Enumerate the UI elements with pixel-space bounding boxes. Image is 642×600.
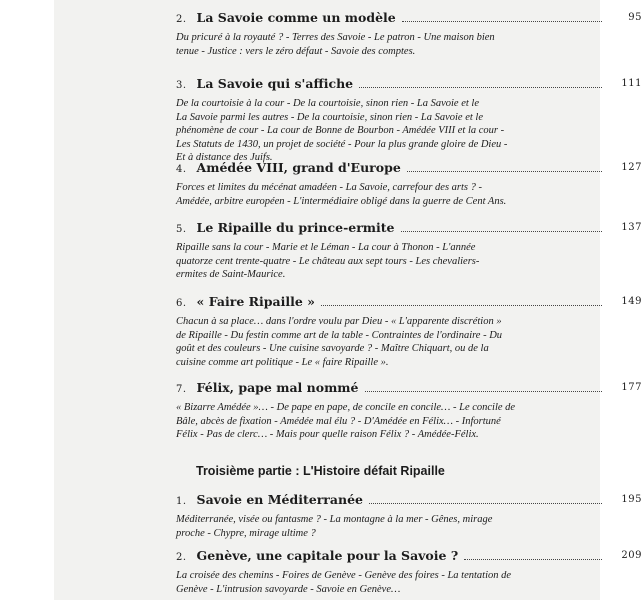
chapter-subtopics (176, 401, 642, 442)
subtopic-line: Ripaille sans la cour - Marie et le Léman - La cour à Thonon - L'année (176, 242, 476, 253)
chapter-subtopics (176, 181, 642, 208)
subtopic-line: De la courtoisie à la cour - De la courtoisie, sinon rien - La Savoie et le (176, 98, 479, 109)
chapter-title: Le Ripaille du prince-ermite (196, 220, 395, 235)
dot-leader (464, 559, 602, 560)
dot-leader (321, 305, 602, 306)
chapter-title: « Faire Ripaille » (196, 294, 315, 309)
chapter-title: Savoie en Méditerranée (196, 492, 363, 507)
chapter-number: 3. (176, 80, 187, 91)
subtopic-line: Et à distance des Juifs. (176, 152, 273, 163)
toc-entry-geneve-capitale (176, 548, 642, 596)
subtopic-line: tenue - Justice : vers le zéro défaut - Savoie des comptes. (176, 45, 416, 57)
chapter-number: 4. (176, 164, 187, 175)
chapter-title: La Savoie qui s'affiche (196, 76, 354, 91)
subtopic-line: Méditerranée, visée ou fantasme ? - La montagne à la mer - Gênes, mirage (176, 514, 493, 525)
subtopic-line: Du pricuré à la royauté ? - Terres des Savoie - Le patron - Une maison bien (176, 32, 495, 43)
chapter-title: Genève, une capitale pour la Savoie ? (196, 548, 459, 563)
dot-leader (407, 171, 602, 172)
subtopic-line: La croisée des chemins - Foires de Genève - Genève des foires - La tentation de (176, 570, 512, 581)
subtopic-line: Félix - Pas de clerc… - Mais pour quelle raison Félix ? - Amédée-Félix. (176, 429, 479, 440)
subtopic-line: La Savoie parmi les autres - De la courtoisie, sinon rien - La Savoie et le (176, 111, 483, 123)
chapter-subtopics (176, 97, 642, 165)
chapter-subtopics (176, 315, 642, 369)
subtopic-line: « Bizarre Amédée »… - De pape en pape, de concile en concile… - Le concile de (176, 402, 516, 413)
page-number: 177 (621, 382, 642, 393)
chapter-number: 2. (176, 14, 187, 25)
dot-leader (365, 391, 603, 392)
subtopic-line: proche - Chypre, mirage ultime ? (176, 527, 316, 539)
part-heading: Troisième partie : L'Histoire défait Ripaille (196, 464, 445, 478)
toc-entry-savoie-affiche (176, 76, 642, 165)
subtopic-line: phénomène de cour - La cour de Bonne de Bourbon - Amédée VIII et la cour - (176, 125, 505, 136)
chapter-number: 1. (176, 496, 187, 507)
chapter-subtopics (176, 569, 642, 596)
chapter-subtopics (176, 31, 642, 58)
subtopic-line: cuisine comme art politique - Le « faire Ripaille ». (176, 356, 389, 368)
subtopic-line: ermites de Saint-Maurice. (176, 269, 286, 280)
page-number: 149 (621, 296, 642, 307)
toc-entry-felix-pape (176, 380, 642, 442)
subtopic-line: Amédée, arbitre européen - L'intermédiaire obligé dans la guerre de Cent Ans. (176, 195, 507, 207)
dot-leader (359, 87, 602, 88)
chapter-subtopics (176, 241, 642, 282)
page-number: 195 (621, 494, 642, 505)
chapter-title: Amédée VIII, grand d'Europe (196, 160, 401, 175)
subtopic-line: quatorze cent trente-quatre - Le château aux sept tours - Les chevaliers- (176, 255, 480, 267)
dot-leader (369, 503, 602, 504)
page-number: 137 (621, 222, 642, 233)
page-number: 95 (628, 12, 642, 23)
toc-entry-ripaille-prince-ermite (176, 220, 642, 282)
subtopic-line: Bâle, abcès de fixation - Amédée mal élu ? - D'Amédée en Félix… - Infortuné (176, 415, 501, 427)
chapter-title: La Savoie comme un modèle (196, 10, 396, 25)
toc-entry-savoie-modele (176, 10, 642, 58)
page-number: 111 (621, 78, 642, 89)
dot-leader (402, 21, 602, 22)
page-number: 127 (621, 162, 642, 173)
book-page (54, 0, 642, 600)
subtopic-line: Forces et limites du mécénat amadéen - La Savoie, carrefour des arts ? - (176, 182, 482, 193)
subtopic-line: Les Statuts de 1430, un projet de société - Pour la plus grande gloire de Dieu - (176, 138, 508, 150)
subtopic-line: goût et des couleurs - Une cuisine savoyarde ? - Maître Chiquart, ou de la (176, 343, 489, 354)
chapter-number: 5. (176, 224, 187, 235)
chapter-number: 7. (176, 384, 187, 395)
toc-entry-savoie-mediterranee (176, 492, 642, 540)
chapter-title: Félix, pape mal nommé (196, 380, 359, 395)
toc-entry-faire-ripaille (176, 294, 642, 369)
page-number: 209 (621, 550, 642, 561)
subtopic-line: Genève - L'intrusion savoyarde - Savoie en Genève… (176, 583, 401, 595)
chapter-subtopics (176, 513, 642, 540)
dot-leader (401, 231, 602, 232)
subtopic-line: de Ripaille - Du festin comme art de la table - Contraintes de l'ordinaire - Du (176, 329, 503, 341)
subtopic-line: Chacun à sa place… dans l'ordre voulu par Dieu - « L'apparente discrétion » (176, 316, 502, 327)
chapter-number: 6. (176, 298, 187, 309)
toc-entry-amedee-viii (176, 160, 642, 208)
chapter-number: 2. (176, 552, 187, 563)
